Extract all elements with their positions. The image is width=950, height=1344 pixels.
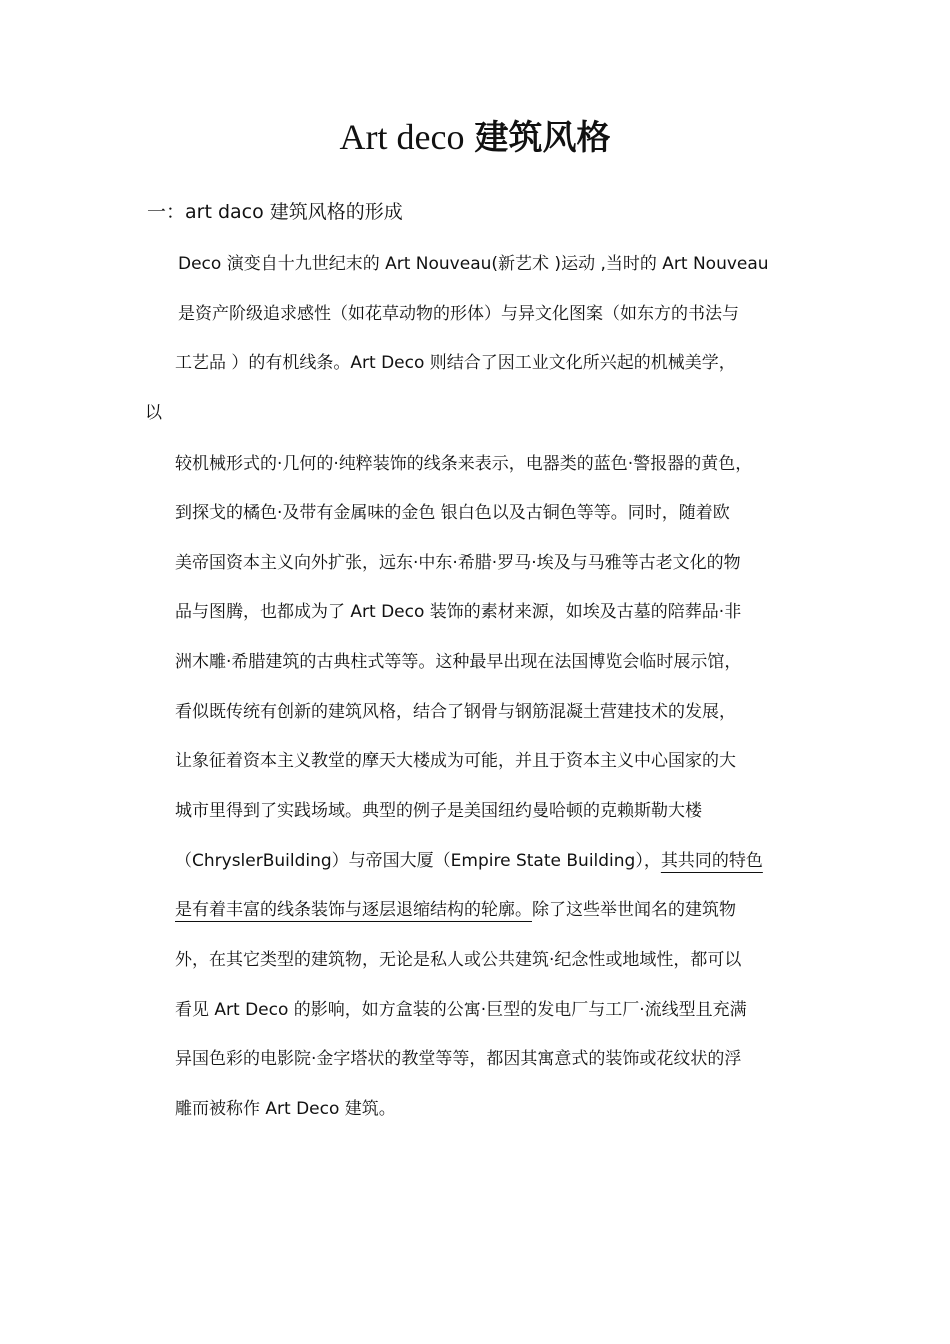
paragraph-line: Deco 演变自十九世纪末的 Art Nouveau(新艺术 )运动 ,当时的 Art Nouveau xyxy=(178,254,769,274)
paragraph-line: 较机械形式的·几何的·纯粹装饰的线条来表示，电器类的蓝色·警报器的黄色， xyxy=(175,454,753,474)
line-13-text: （ChryslerBuilding）与帝国大厦（Empire State Building）， xyxy=(175,851,661,871)
paragraph-line: 看见 Art Deco 的影响，如方盒装的公寓·巨型的发电厂与工厂·流线型且充满 xyxy=(175,1000,747,1020)
paragraph-line: 是资产阶级追求感性（如花草动物的形体）与异文化图案（如东方的书法与 xyxy=(178,304,739,324)
paragraph-line: 外，在其它类型的建筑物，无论是私人或公共建筑·纪念性或地域性，都可以 xyxy=(175,950,742,970)
paragraph-line: 让象征着资本主义教堂的摩天大楼成为可能，并且于资本主义中心国家的大 xyxy=(175,751,736,771)
line-14-text: 除了这些举世闻名的建筑物 xyxy=(532,900,736,920)
paragraph-line: 到探戈的橘色·及带有金属味的金色 银白色以及古铜色等等。同时，随着欧 xyxy=(175,503,730,523)
paragraph-line: 洲木雕·希腊建筑的古典柱式等等。这种最早出现在法国博览会临时展示馆， xyxy=(175,652,742,672)
paragraph-line: 品与图腾，也都成为了 Art Deco 装饰的素材来源，如埃及古墓的陪葬品·非 xyxy=(175,602,742,622)
paragraph-line: 异国色彩的电影院·金字塔状的教堂等等，都因其寓意式的装饰或花纹状的浮 xyxy=(175,1049,742,1069)
paragraph-line: 看似既传统有创新的建筑风格，结合了钢骨与钢筋混凝土营建技术的发展， xyxy=(175,702,736,722)
paragraph-line: 雕而被称作 Art Deco 建筑。 xyxy=(175,1099,396,1119)
page-title xyxy=(0,112,950,163)
paragraph-line-14 xyxy=(175,897,736,923)
paragraph-line: 以 xyxy=(145,403,162,423)
underlined-phrase: 是有着丰富的线条装饰与逐层退缩结构的轮廓。 xyxy=(175,900,532,920)
title-cjk: 建筑风格 xyxy=(474,118,611,158)
section-heading: 一：art daco 建筑风格的形成 xyxy=(147,201,403,223)
paragraph-line: 工艺品 ）的有机线条。Art Deco 则结合了因工业文化所兴起的机械美学， xyxy=(175,353,736,373)
paragraph-line: 美帝国资本主义向外扩张，远东·中东·希腊·罗马·埃及与马雅等古老文化的物 xyxy=(175,553,741,573)
title-latin: Art deco xyxy=(339,117,465,157)
underlined-phrase: 其共同的特色 xyxy=(660,851,763,871)
paragraph-line: 城市里得到了实践场域。典型的例子是美国纽约曼哈顿的克赖斯勒大楼 xyxy=(175,801,702,821)
paragraph-line-13 xyxy=(175,848,763,874)
